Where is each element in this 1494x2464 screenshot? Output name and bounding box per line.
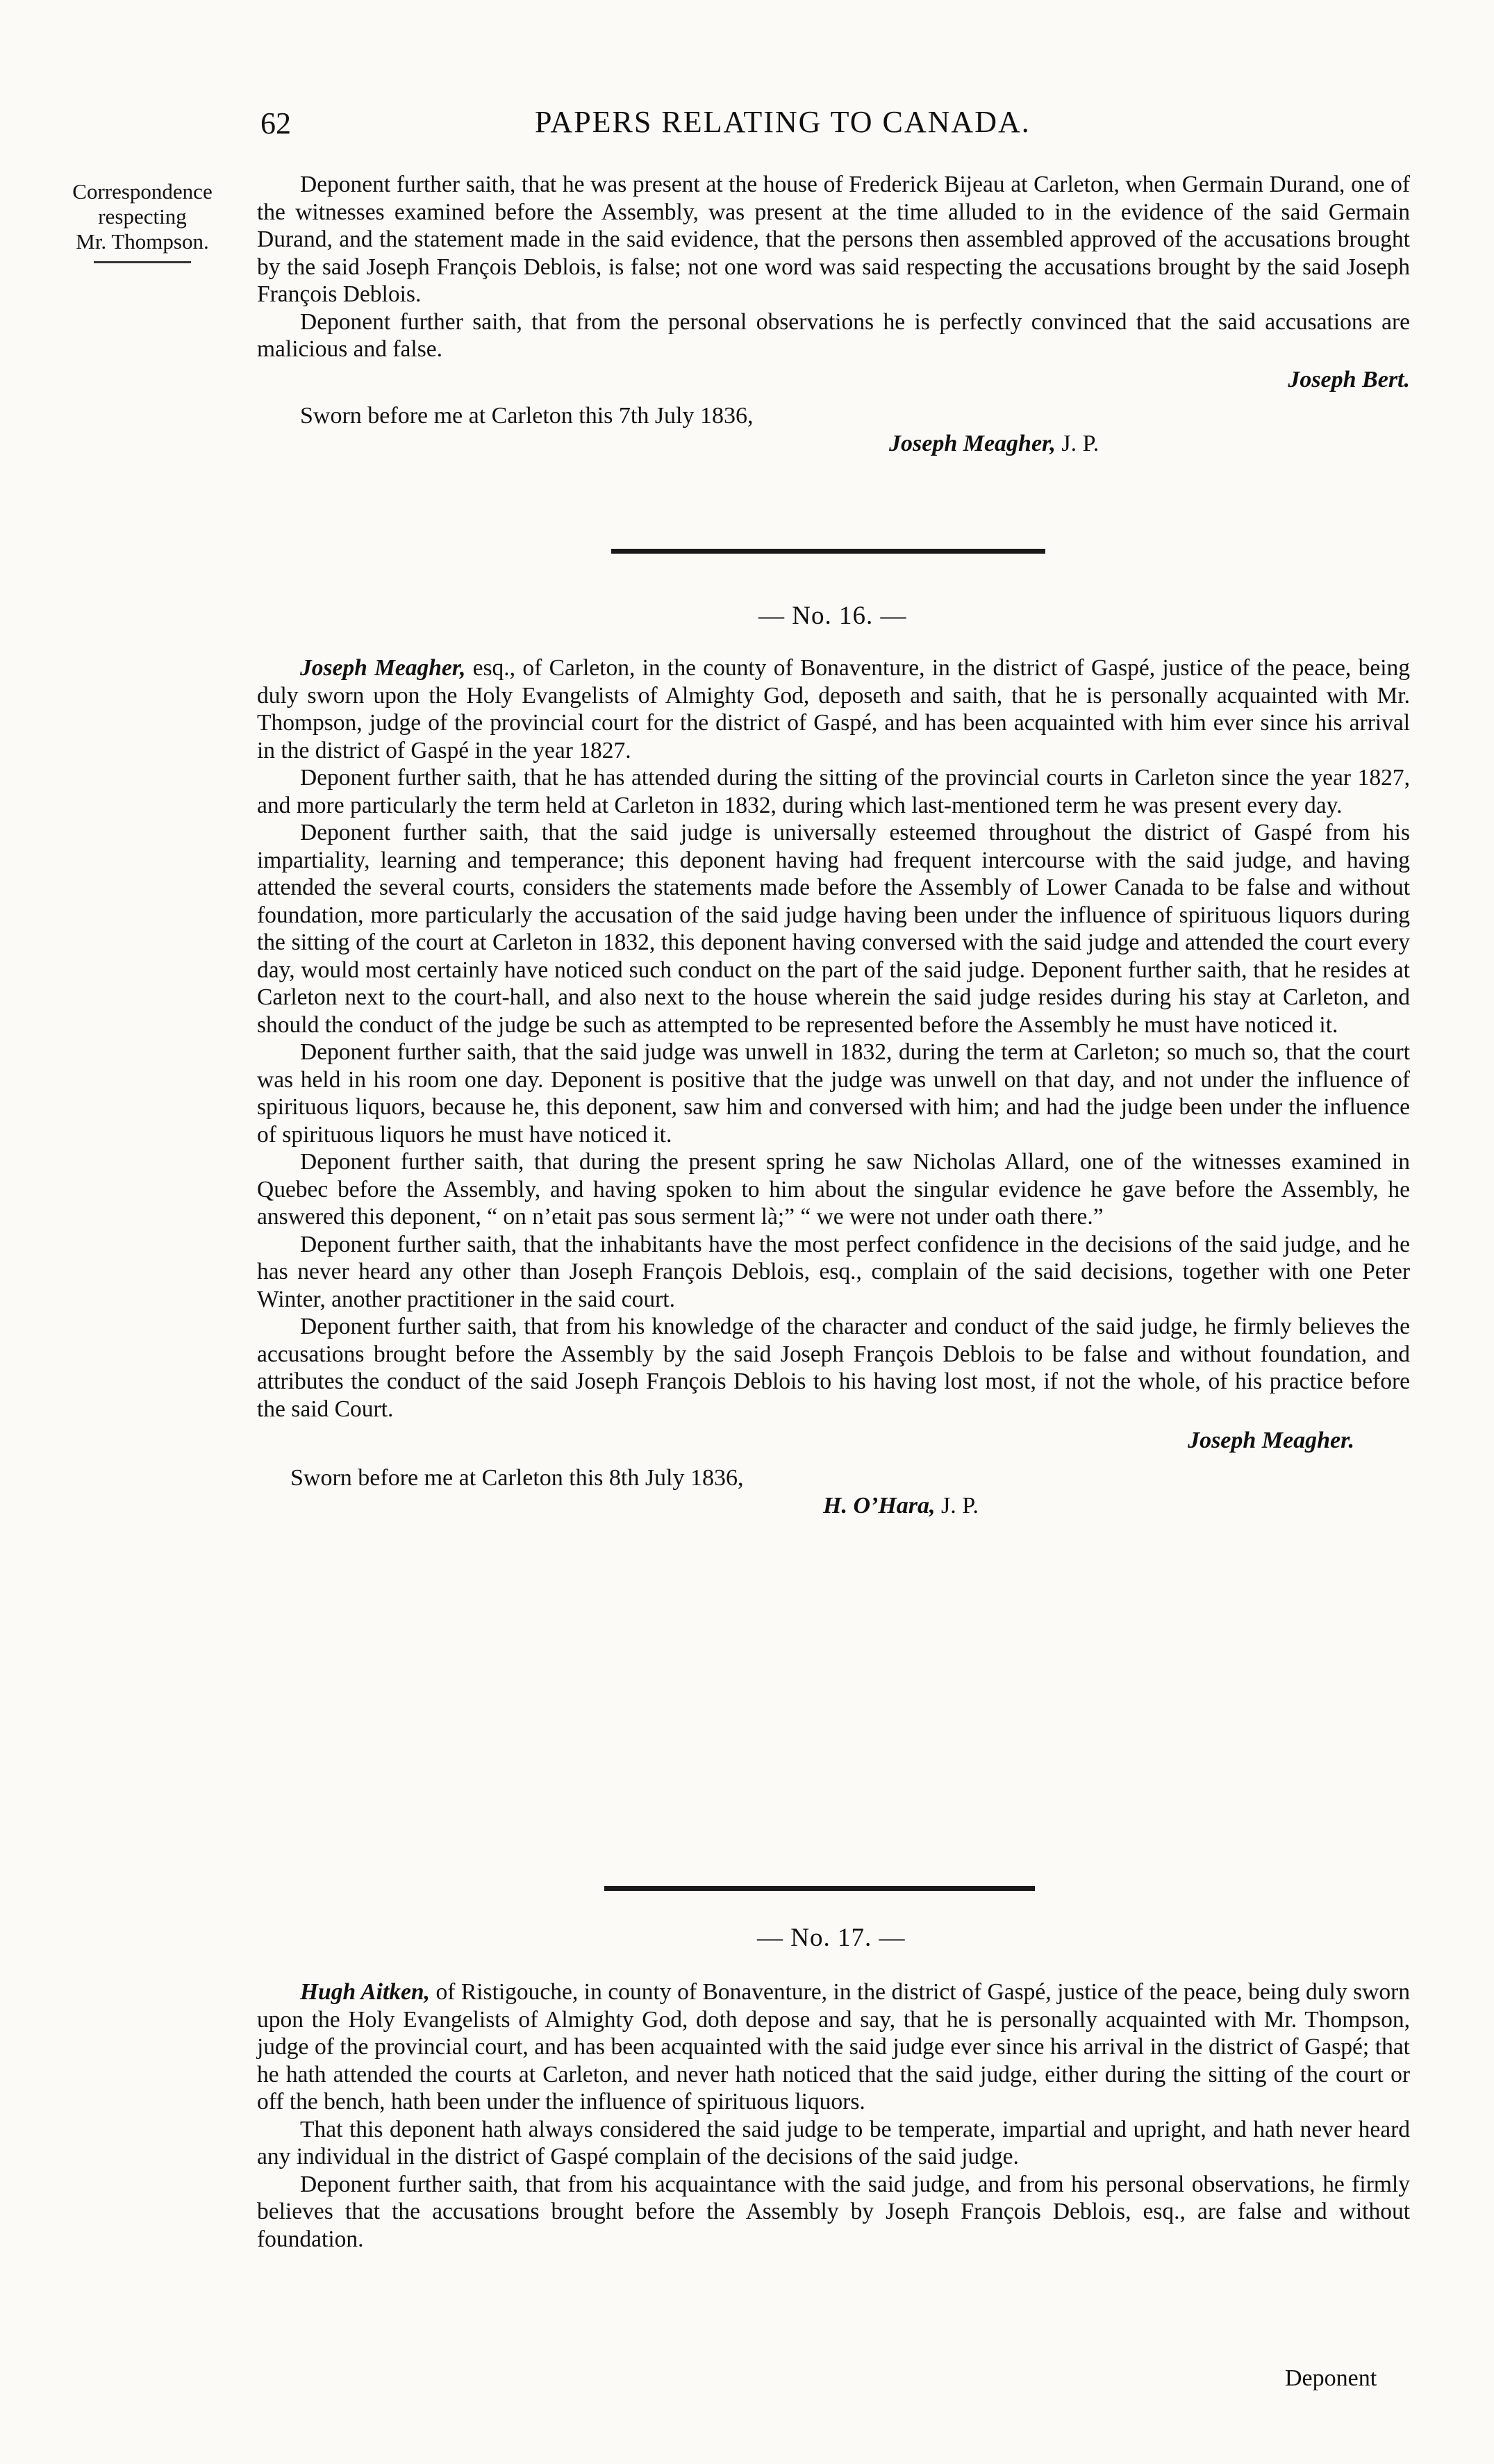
- paragraph: That this deponent hath always considered the said judge to be temperate, impartial and upright, and hath never heard any individual in the district of Gaspé complain of the decisions of the said judge.: [257, 2116, 1410, 2169]
- paragraph: Deponent further saith, that he has attended during the sitting of the provincial courts in Carleton since the year 1827, and more particularly the term held at Carleton in 1832, during which last-mentioned term he was present every day.: [257, 765, 1410, 818]
- section-17-text: [257, 1978, 1410, 2253]
- catchword: Deponent: [1285, 2365, 1377, 2391]
- section-16-text: [257, 654, 1410, 1520]
- paragraph: [257, 654, 1410, 764]
- section-divider: [604, 1886, 1035, 1891]
- jp-name: H. O’Hara,: [823, 1493, 936, 1519]
- paragraph: Deponent further saith, that the said judge is universally esteemed throughout the district of Gaspé from his impartiality, learning and temperance; this deponent having had frequent intercourse with the said judge, and having attended the several courts, considers the statements made before the Assembly of Lower Canada to be false and without foundation, more particularly the accusation of the said judge having been under the influence of spirituous liquors during the sitting of the court at Carleton in 1832, this deponent having conversed with the said judge and attended the court every day, would most certainly have noticed such conduct on the part of the said judge. Deponent further saith, that he resides at Carleton next to the court-hall, and also next to the house wherein the said judge resides during his stay at Carleton, and should the conduct of the judge be such as attempted to be represented before the Assembly he must have noticed it.: [257, 820, 1410, 1038]
- sworn-statement: [257, 1464, 1410, 1520]
- paragraph: Deponent further saith, that the said judge was unwell in 1832, during the term at Carleton; so much so, that the court was held in his room one day. Deponent is positive that the judge was unwell on that day, and not under the influence of spirituous liquors, because he, this deponent, saw him and conversed with him; and had the judge been under the influence of spirituous liquors he must have noticed it.: [257, 1039, 1410, 1148]
- jp-name: Joseph Meagher,: [889, 430, 1056, 456]
- sworn-line: Sworn before me at Carleton this 7th July 1836,: [300, 402, 754, 429]
- running-title: PAPERS RELATING TO CANADA.: [535, 105, 1031, 139]
- margin-note-rule: [94, 261, 191, 263]
- paragraph: Deponent further saith, that from his knowledge of the character and conduct of the said judge, he firmly believes the accusations brought before the Assembly by the said Joseph François Deblois to be false and without foundation, and attributes the conduct of the said Joseph François Deblois to his having lost most, if not the whole, of his practice before the said Court.: [257, 1314, 1410, 1422]
- section-heading: — No. 16. —: [758, 602, 907, 630]
- jp-line: [257, 1492, 1410, 1520]
- paragraph: Deponent further saith, that from the personal observations he is perfectly convinced that the said accusations are malicious and false.: [257, 308, 1410, 362]
- margin-note-line: Correspondence: [72, 179, 213, 204]
- jp-line: [257, 430, 1410, 458]
- section-15-text: [257, 171, 1410, 458]
- margin-note: [42, 179, 243, 263]
- paragraph: Deponent further saith, that from his acquaintance with the said judge, and from his personal observations, he firmly believes that the accusations brought before the Assembly by Joseph François Deblois, esq., are false and without foundation.: [257, 2171, 1410, 2252]
- sworn-statement: [257, 402, 1410, 458]
- signature: Joseph Bert.: [1288, 366, 1410, 392]
- margin-note-line: Mr. Thompson.: [76, 229, 209, 254]
- paragraph: [257, 1978, 1410, 2116]
- signature: Joseph Meagher.: [1188, 1428, 1354, 1453]
- deponent-name: Joseph Meagher,: [300, 655, 466, 681]
- page-number: 62: [260, 106, 291, 140]
- deponent-name: Hugh Aitken,: [300, 1979, 430, 2005]
- paragraph: Deponent further saith, that he was present at the house of Frederick Bijeau at Carleton, when Germain Durand, one of the witnesses examined before the Assembly, was present at the time alluded to in the evidence of the said Germain Durand, and the statement made in the said evidence, that the persons then assembled approved of the accusations brought by the said Joseph François Deblois, is false; not one word was said respecting the accusations brought by the said Joseph François Deblois.: [257, 172, 1410, 307]
- margin-note-line: respecting: [98, 204, 187, 229]
- paragraph: Deponent further saith, that the inhabitants have the most perfect confidence in the decisions of the said judge, and he has never heard any other than Joseph François Deblois, esq., complain of the said decisions, together with one Peter Winter, another practitioner in the said court.: [257, 1231, 1410, 1312]
- paragraph: Deponent further saith, that during the present spring he saw Nicholas Allard, one of the witnesses examined in Quebec before the Assembly, and having spoken to him about the singular evidence he gave before the Assembly, he answered this deponent, “ on n’etait pas sous serment là;” “ we were not under oath there.”: [257, 1149, 1410, 1230]
- section-heading: — No. 17. —: [757, 1924, 906, 1952]
- jp-title: J. P.: [1061, 430, 1099, 456]
- jp-title: J. P.: [941, 1493, 979, 1519]
- section-divider: [611, 549, 1045, 554]
- sworn-line: Sworn before me at Carleton this 8th July 1836,: [290, 1465, 744, 1491]
- paragraph-text: esq., of Carleton, in the county of Bonaventure, in the district of Gaspé, justice of the peace, being duly sworn upon the Holy Evangelists of Almighty God, deposeth and saith, that he is personally acquainted with Mr. Thompson, judge of the provincial court for the district of Gaspé, and has been acquainted with him ever since his arrival in the district of Gaspé in the year 1827.: [257, 655, 1410, 763]
- paragraph-text: of Ristigouche, in county of Bonaventure, in the district of Gaspé, justice of the peace, being duly sworn upon the Holy Evangelists of Almighty God, doth depose and say, that he is personally acquainted with Mr. Thompson, judge of the provincial court, and has been acquainted with the said judge ever since his arrival in the district of Gaspé; that he hath attended the courts at Carleton, and never hath noticed that the said judge, either during the sitting of the court or off the bench, hath been under the influence of spirituous liquors.: [257, 1979, 1410, 2115]
